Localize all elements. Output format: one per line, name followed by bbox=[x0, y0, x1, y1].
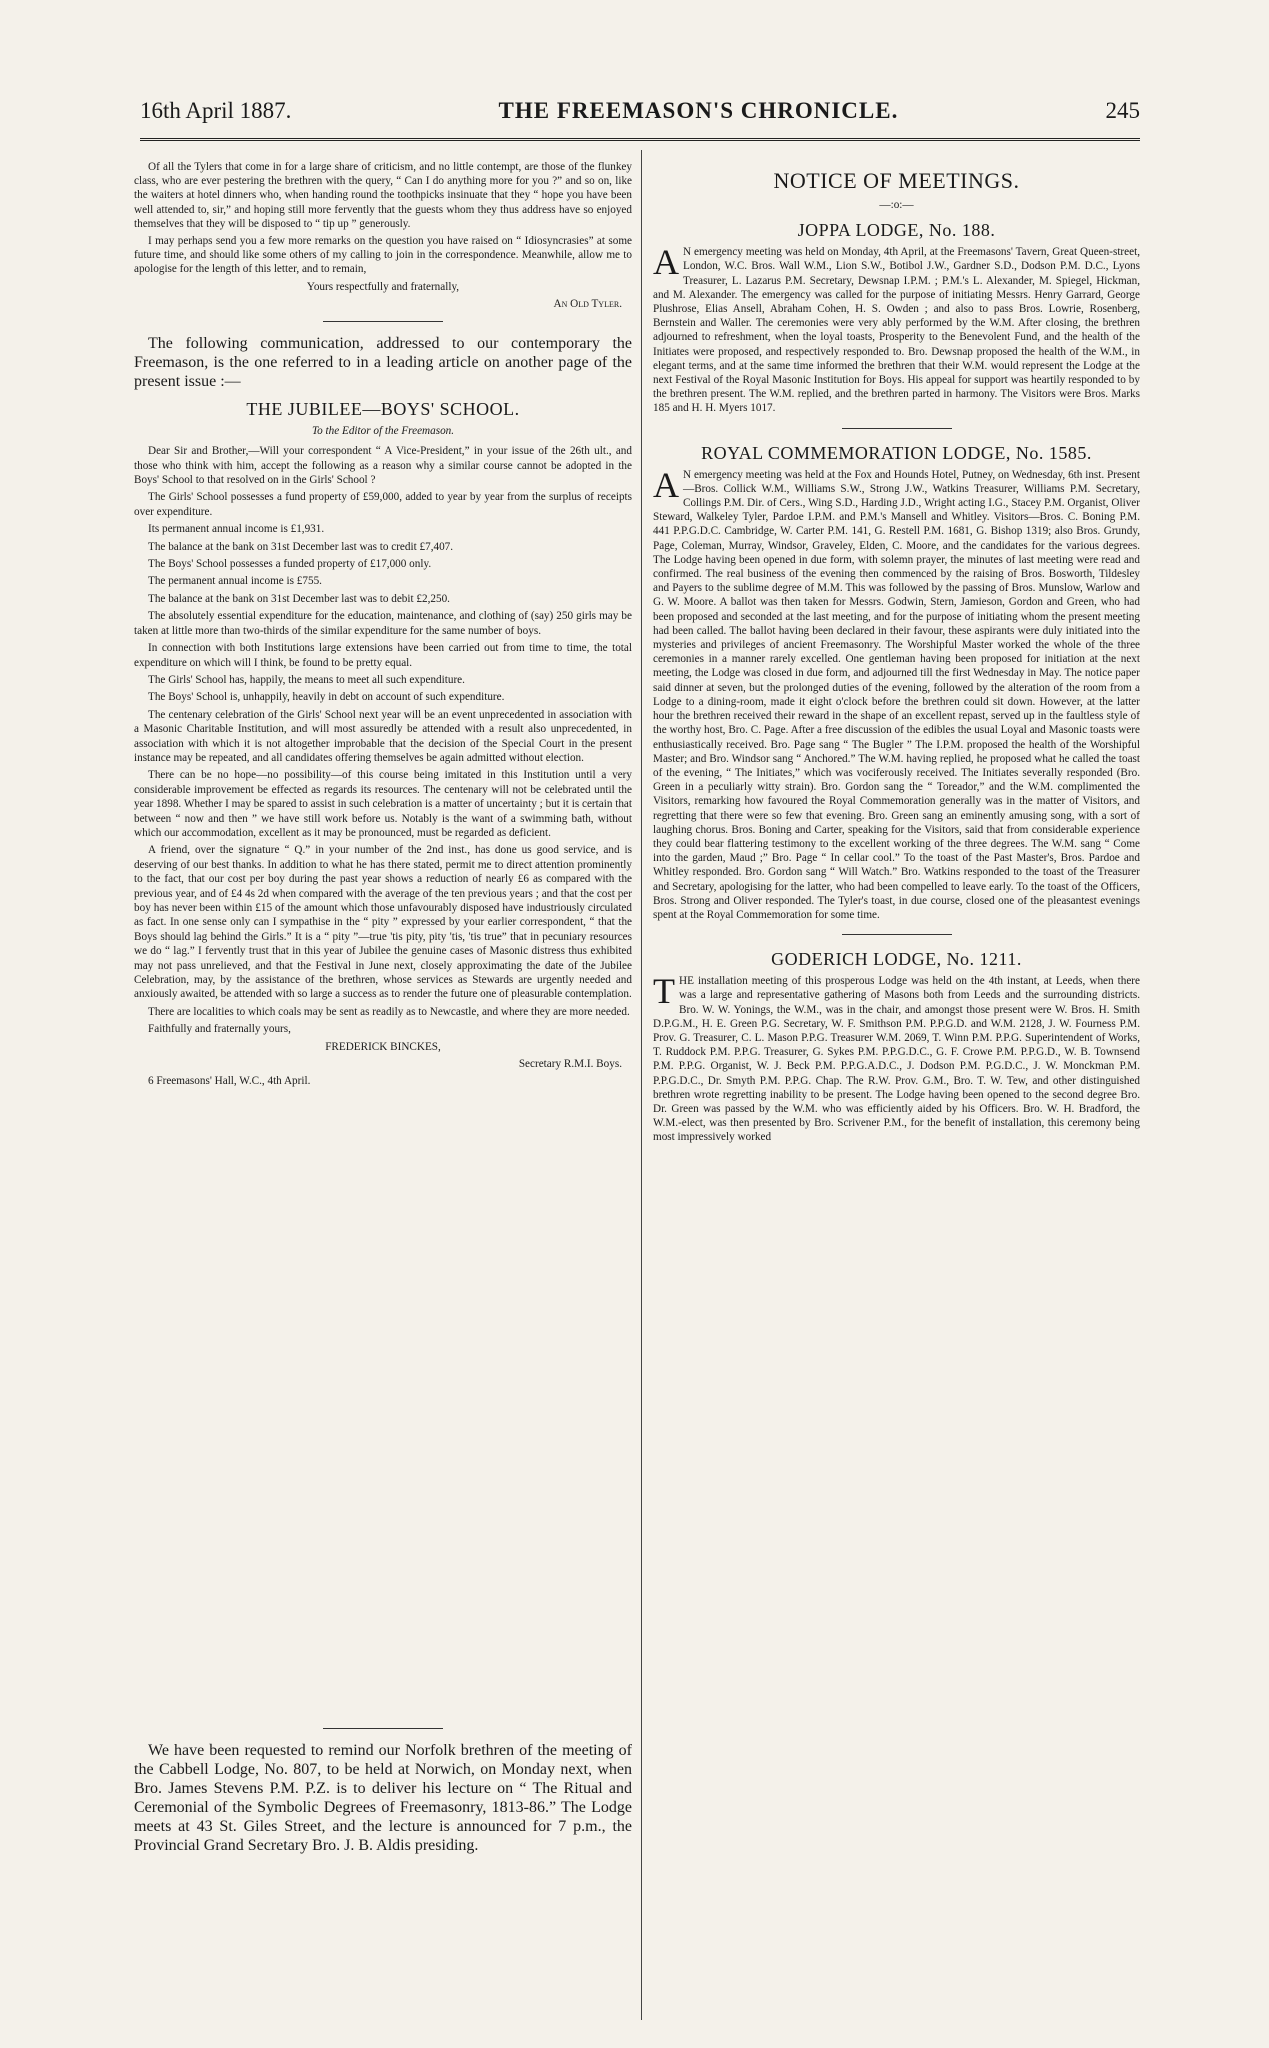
paragraph: The centenary celebration of the Girls' School next year will be an event unprecedented in association with a Masonic Charitable Institution, and will most assuredly be attended with a result also unprecedented, in association with which it is not altogether improbable that the decision of the Special Court in the present instance may be repeated, and all candidates offering themselves be again admitted without election. bbox=[134, 708, 632, 764]
letter-signature: An Old Tyler. bbox=[553, 297, 622, 310]
page-number: 245 bbox=[1105, 98, 1140, 123]
royal-heading: ROYAL COMMEMORATION LODGE, No. 1585. bbox=[701, 442, 1092, 463]
school-subheading: To the Editor of the Freemason. bbox=[311, 425, 455, 438]
royal-report bbox=[653, 464, 1140, 923]
intro-paragraph: The following communication, addressed to our contemporary the Freemason, is the one referred to in a leading article on another page of the present issue :— bbox=[134, 335, 632, 391]
joppa-text: N emergency meeting was held on Monday, 4th April, at the Freemasons' Tavern, Great Queen-street, London, W.C. Bros. Wall W.M., Lion S.W., Botibol J.W., Gardner S.D., Dodson P.M. D.C., Lyons Treasurer, L. Lazarus P.M. Secretary, Dewsnap I.P.M. ; P.M.'s L. Alexander, M. Spiegel, Hickman, and M. Alexander. The emergency was called for the purpose of initiating Messrs. Henry Garrard, George Plushrose, Elias Ansell, Abraham Cohen, H. S. Owden ; and also to pass Bros. Lowrie, Rosenberg, Bernstein and Waller. The ceremonies were very ably performed by the W.M. After closing, the brethren adjourned to refreshment, when the loyal toasts, Prosperity to the Benevolent Fund, and the health of the Initiates were proposed, and respectively responded to. Bro. Dewsnap proposed the health of the W.M., in elegant terms, and at the same time informed the brethren that their W.M. would represent the Lodge at the next Festival of the Royal Masonic Institution for Boys. His appeal for support was heartily responded to by the brethren present. The W.M. replied, and the brethren parted in harmony. The Visitors were Bros. Marks 185 and H. H. Myers 1017. bbox=[653, 246, 1140, 415]
paragraph: The Girls' School possesses a fund property of £59,000, added to year by year from the surplus of receipts over expenditure. bbox=[134, 491, 632, 518]
paragraph: The balance at the bank on 31st December last was to debit £2,250. bbox=[148, 592, 450, 605]
drop-cap: T bbox=[653, 971, 675, 1012]
column-divider bbox=[641, 150, 642, 2020]
masthead bbox=[140, 98, 1140, 141]
paragraph: Its permanent annual income is £1,931. bbox=[148, 523, 325, 536]
paragraph: The Boys' School possesses a funded property of £17,000 only. bbox=[148, 558, 432, 571]
paragraph: Dear Sir and Brother,—Will your correspondent “ A Vice-President,” in your issue of the 26th ult., and those who think with him, accept the following as a reason why a similar course cannot be adopted in the Boys' School to that resolved on in the Girls' School ? bbox=[134, 445, 632, 487]
joppa-heading: JOPPA LODGE, No. 188. bbox=[797, 220, 996, 241]
goderich-heading: GODERICH LODGE, No. 1211. bbox=[771, 949, 1022, 970]
royal-text: N emergency meeting was held at the Fox and Hounds Hotel, Putney, on Wednesday, 6th inst. Present—Bros. Collick W.M., Williams S.W., Strong J.W., Watkins Treasurer, Williams P.M. Secretary, Collings P.M. Dir. of Cers., Wing S.D., Harding J.D., Wright acting I.G., Stacey P.M. Organist, Oliver Steward, Walkeley Tyler, Pardoe I.P.M. and P.M.'s Mansell and Whitley. Visitors—Bros. C. Boning P.M. 441 P.P.G.D.C. Cambridge, W. Carter P.M. 141, G. Restell P.M. 1681, G. Bishop 1319; also Bros. Grundy, Page, Coleman, Murray, Windsor, Graveley, Elden, C. Moore, and the candidates for the various degrees. The Lodge having been opened in due form, with solemn prayer, the minutes of last meeting were read and confirmed. The real business of the evening then commenced by the raising of Bros. Bosworth, Tildesley and Payers to the sublime degree of M.M. This was followed by the passing of Bros. Munslow, Warlow and G. W. Moore. A ballot was then taken for Messrs. Godwin, Stern, Jamieson, Gordon and Green, who had been proposed and seconded at the last meeting, and for the purpose of initiating whom the present meeting had been called. The ballot having been declared in their favour, these aspirants were duly initiated into the mysteries and privileges of ancient Freemasonry. The Worshipful Master worked the whole of the three ceremonies in a manner rarely excelled. One gentleman having been proposed for initiation at the next meeting, the Lodge was closed in due form, and adjourned till the first Wednesday in May. The notice paper said dinner at seven, but the prolonged duties of the evening, followed by the alteration of the room from a Lodge to a dining-room, made it eight o'clock before the brethren could sit down. However, at the latter hour the brethren received their reward in the shape of an excellent repast, served up in the faultless style of the worthy host, Bro. C. Page. After a free discussion of the edibles the usual Loyal and Masonic toasts were enthusiastically received. Bro. Page sang “ The Bugler ” The I.P.M. proposed the health of the Worshipful Master; and Bro. Windsor sang “ Anchored.” The W.M. having replied, he proposed what he called the toast of the evening, “ The Initiates,” which was vociferously received. The Initiates severally responded (Bro. Green in a peculiarly witty strain). Bro. Gordon sang the “ Toreador,” and the W.M. complimented the Visitors, remarking how favoured the Royal Commemoration generally was in the matter of Visitors, and regretting that there were so few that evening. Bro. Green sang an eminently amusing song, with a sort of laughing chorus. Bros. Boning and Carter, speaking for the Visitors, said that from considerable experience they could bear flattering testimony to the excellent working of the three degrees. The W.M. sang “ Come into the garden, Maud ;” Bro. Page “ In cellar cool.” To the toast of the Past Master's, Bros. Pardoe and Whitley responded. Bro. Gordon sang “ Will Watch.” Bro. Watkins responded to the toast of the Treasurer and Secretary, apologising for the latter, who had been compelled to leave early. To the toast of the Officers, Bros. Strong and Oliver responded. The Tyler's toast, in due course, closed one of the pleasantest evenings spent at the Royal Commemoration for some time. bbox=[653, 468, 1140, 921]
publication-title: THE FREEMASON'S CHRONICLE. bbox=[498, 98, 899, 123]
joppa-report bbox=[653, 242, 1140, 415]
signature-title: Secretary R.M.I. Boys. bbox=[518, 1058, 622, 1071]
letter-closing: Faithfully and fraternally yours, bbox=[148, 1023, 291, 1036]
paragraph: A friend, over the signature “ Q.” in your number of the 2nd inst., has done us good service, and is deserving of our best thanks. In addition to what he has there stated, permit me to direct attention prominently to the fact, that our cost per boy during the past year shows a reduction of nearly £6 as compared with the previous year, and of £4 4s 2d when compared with the average of the ten previous years ; and that the cost per boy has never been within £15 of the amount which those unfavourably disposed have industriously circulated as fact. In one sense only can I sympathise in the “ pity ” expressed by your earlier correspondent, “ that the Boys should lag behind the Girls.” It is a “ pity ”—true 'tis pity, pity 'tis, 'tis true” that in pecuniary resources we do “ lag.” I fervently trust that in this year of Jubilee the genuine cases of Masonic distress thus exhibited may not pass unrelieved, and that the Festival in June next, closely approximating the date of the Jubilee Celebration, may, by the assistance of the brethren, whose services as Stewards are urgently needed and anxiously awaited, be attended with so large a success as to render the future one of pleasurable contemplation. bbox=[134, 844, 632, 1001]
norfolk-notice bbox=[134, 1718, 632, 2018]
paragraph: There can be no hope—no possibility—of this course being imitated in this Institution until a very considerable improvement be effected as regards its resources. The centenary will not be celebrated until the year 1898. Whether I may be spared to assist in such celebration is a matter of uncertainty ; but it is certain that between “ now and then ” we have still work before us. Notably is the want of a swimming bath, without which our accommodation, excellent as it may be pronounced, must be regarded as deficient. bbox=[134, 769, 632, 839]
letter-closing: Yours respectfully and fraternally, bbox=[306, 280, 460, 293]
notice-heading: NOTICE OF MEETINGS. bbox=[773, 168, 1020, 193]
section-divider bbox=[842, 934, 952, 935]
school-letter bbox=[134, 444, 632, 1089]
paragraph: The absolutely essential expenditure for the education, maintenance, and clothing of (say) 250 girls may be taken at little more than two-thirds of the similar expenditure for the same number of boys. bbox=[134, 610, 632, 637]
paragraph: The Girls' School has, happily, the means to meet all such expenditure. bbox=[148, 673, 465, 686]
letter-signature: FREDERICK BINCKES, bbox=[325, 1040, 441, 1053]
paragraph: I may perhaps send you a few more remarks on the question you have raised on “ Idiosyncrasies” at some future time, and should like some others of my calling to join in the correspondence. Meanwhile, allow me to apologise for the length of this letter, and to remain, bbox=[134, 235, 632, 276]
drop-cap: A bbox=[653, 242, 679, 283]
paragraph: The balance at the bank on 31st December last was to credit £7,407. bbox=[148, 540, 454, 553]
ornament: —:o:— bbox=[879, 199, 914, 211]
norfolk-block bbox=[134, 1741, 632, 1855]
issue-date: 16th April 1887. bbox=[140, 98, 292, 123]
norfolk-paragraph: We have been requested to remind our Norfolk brethren of the meeting of the Cabbell Lodge, No. 807, to be held at Norwich, on Monday next, when Bro. James Stevens P.M. P.Z. is to deliver his lecture on “ The Ritual and Ceremonial of the Symbolic Degrees of Freemasonry, 1813-86.” The Lodge meets at 43 St. Giles Street, and the lecture is announced for 7 p.m., the Provincial Grand Secretary Bro. J. B. Aldis presiding. bbox=[134, 1742, 632, 1854]
goderich-text: HE installation meeting of this prosperous Lodge was held on the 4th instant, at Leeds, when there was a large and representative gathering of Masons both from Leeds and the surrounding districts. Bro. W. W. Yonings, the W.M., was in the chair, and amongst those present were W. Bros. H. Smith D.P.G.M., H. E. Green P.G. Secretary, W. F. Smithson P.M. P.P.G.D. and W.M. 2128, J. W. Fourness P.M. Prov. G. Treasurer, C. L. Mason P.P.G. Treasurer W.M. 2069, T. Winn P.M. P.P.G. Superintendent of Works, T. Ruddock P.M. P.P.G. Treasurer, G. Sykes P.M. P.P.G.D.C., G. F. Crowe P.M. P.P.G.D., W. B. Townsend P.M. P.P.G. Organist, W. J. Beck P.M. P.P.G.A.D.C., J. Dodson P.M. P.G.D.C., J. W. Monckman P.M. P.P.G.D.C., Dr. Smyth P.M. P.P.G. Chap. The R.W. Prov. G.M., Bro. T. W. Tew, and other distinguished brethren wrote regretting inability to be present. The Lodge having been opened to the second degree Bro. Dr. Green was passed by the W.M. who was efficiently aided by his Officers. Bro. W. H. Bradford, the W.M.-elect, was then presented by Bro. Scrivener P.M., for the benefit of installation, this ceremony being most impressively worked bbox=[653, 975, 1140, 1144]
section-divider bbox=[323, 1728, 443, 1729]
section-divider bbox=[323, 321, 443, 322]
goderich-report bbox=[653, 971, 1140, 1144]
paragraph: The Boys' School is, unhappily, heavily in debt on account of such expenditure. bbox=[148, 691, 505, 704]
paragraph: The permanent annual income is £755. bbox=[148, 575, 322, 588]
paragraph: There are localities to which coals may be sent as readily as to Newcastle, and where they are more needed. bbox=[148, 1005, 630, 1018]
paragraph: Of all the Tylers that come in for a large share of criticism, and no little contempt, are those of the flunkey class, who are ever pestering the brethren with the query, “ Can I do anything more for you ?” and so on, like the waiters at hotel dinners who, when handing round the toothpicks insinuate that they “ hope you have been well attended to, sir,” and hoping still more fervently that the guests whom they thus address have so enjoyed themselves that they will be disposed to “ tip up ” generously. bbox=[134, 161, 632, 230]
paragraph: In connection with both Institutions large extensions have been carried out from time to time, the total expenditure on which will I think, be found to be pretty equal. bbox=[134, 642, 632, 669]
drop-cap: A bbox=[653, 464, 679, 505]
right-column bbox=[653, 160, 1140, 1960]
section-divider bbox=[842, 428, 952, 429]
left-column bbox=[134, 160, 632, 1700]
intro-block bbox=[134, 334, 632, 391]
school-heading: THE JUBILEE—BOYS' SCHOOL. bbox=[246, 399, 520, 420]
tyler-letter bbox=[134, 160, 632, 311]
letter-address: 6 Freemasons' Hall, W.C., 4th April. bbox=[148, 1075, 311, 1088]
